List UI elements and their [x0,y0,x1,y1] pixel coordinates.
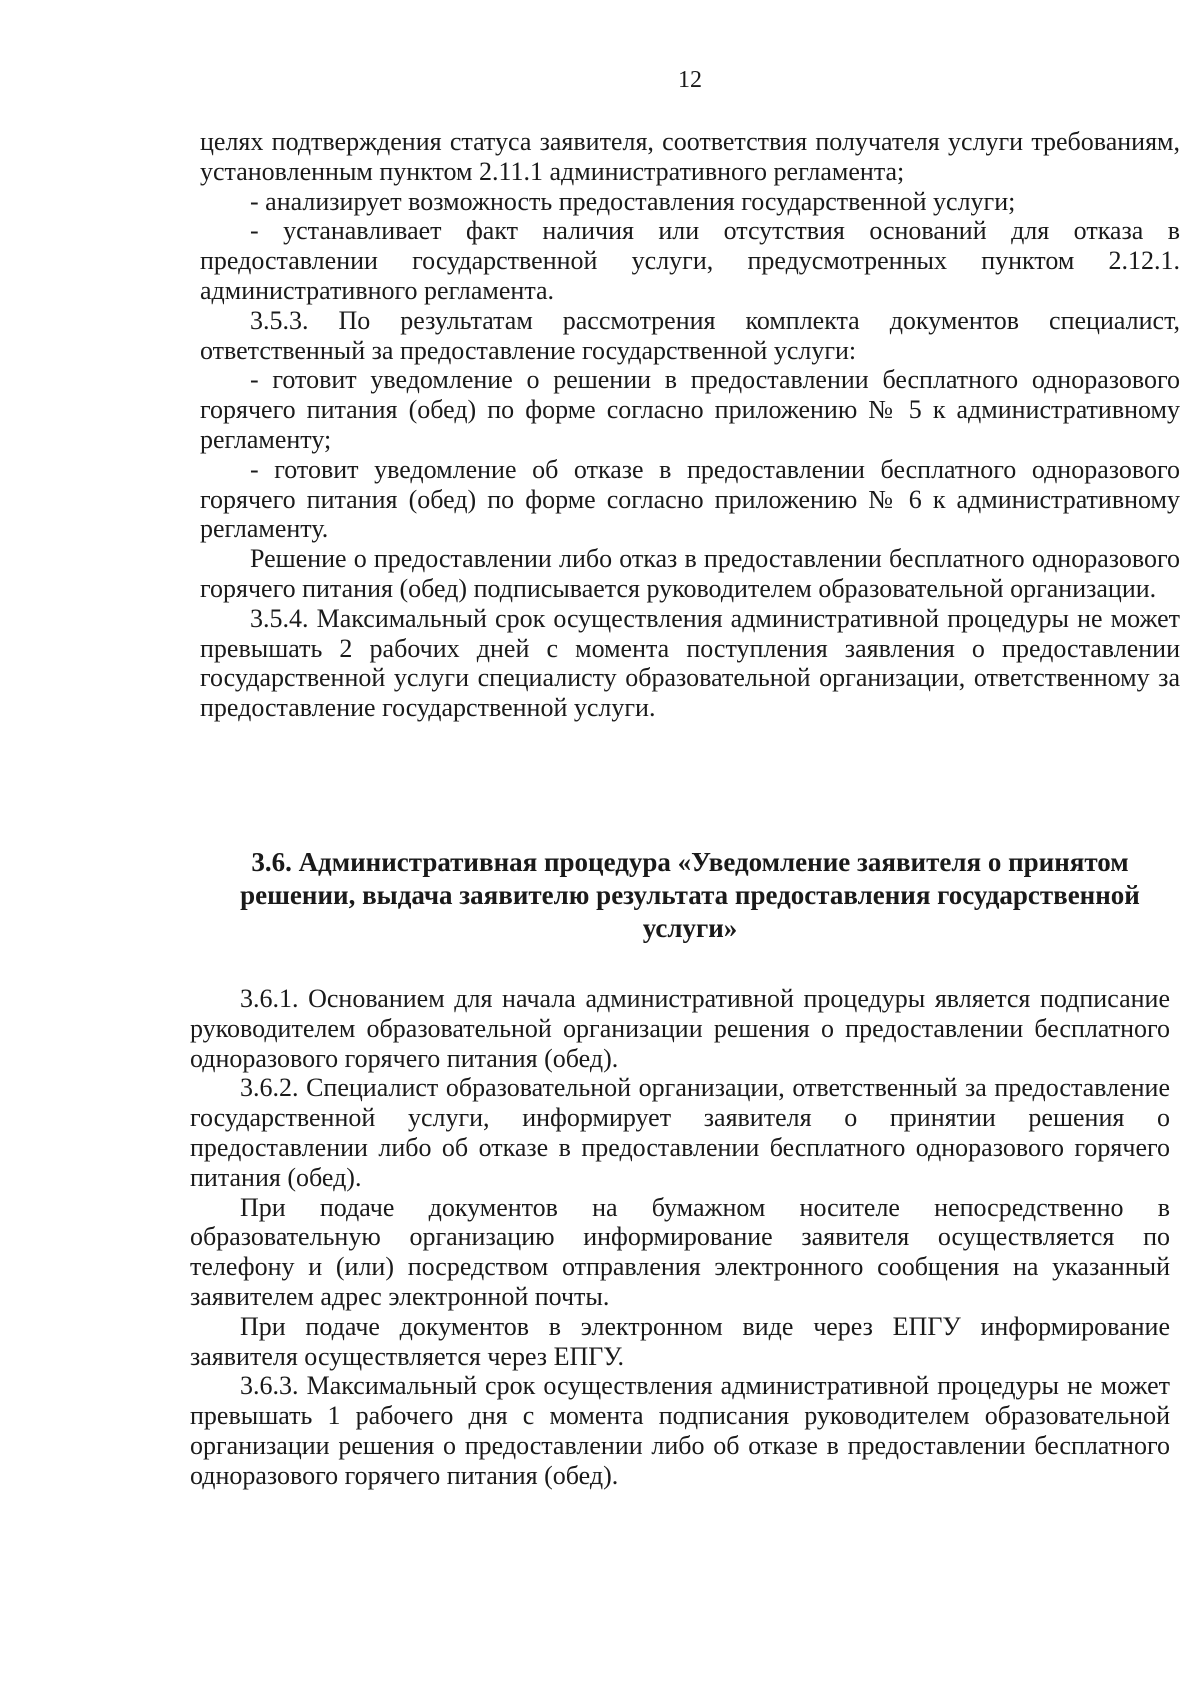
paragraph: 3.6.1. Основанием для начала административной процедуры является подписание руководителем образовательной организации решения о предоставлении бесплатного одноразового горячего питания (обед). [190,984,1170,1073]
paragraph: - готовит уведомление о решении в предоставлении бесплатного одноразового горячего питания (обед) по форме согласно приложению № 5 к административному регламенту; [200,365,1180,454]
paragraph: 3.5.3. По результатам рассмотрения комплекта документов специалист, ответственный за предоставление государственной услуги: [200,305,1180,365]
paragraph: При подаче документов в электронном виде через ЕПГУ информирование заявителя осуществляется через ЕПГУ. [190,1311,1170,1371]
paragraph: - устанавливает факт наличия или отсутствия оснований для отказа в предоставлении государственной услуги, предусмотренных пунктом 2.12.1. административного регламента. [200,216,1180,305]
paragraph: - готовит уведомление об отказе в предоставлении бесплатного одноразового горячего питания (обед) по форме согласно приложению № 6 к административному регламенту. [200,454,1180,544]
paragraph: 3.6.3. Максимальный срок осуществления административной процедуры не может превышать 1 рабочего дня с момента подписания руководителем образовательной организации решения о предоставлении либо об отказе в предоставлении бесплатного одноразового горячего питания (обед). [190,1371,1170,1490]
paragraph: При подаче документов на бумажном носителе непосредственно в образовательную организацию информирование заявителя осуществляется по телефону и (или) посредством отправления электронного сообщения на указанный заявителем адрес электронной почты. [190,1192,1170,1311]
section-heading-3-6: 3.6. Административная процедура «Уведомление заявителя о принятом решении, выдача заявителю результата предоставления государственной услуги» [240,847,1140,943]
text-block-procedure-3-6 [190,984,1170,1491]
paragraph: - анализирует возможность предоставления государственной услуги; [250,186,1016,216]
paragraph: Решение о предоставлении либо отказ в предоставлении бесплатного одноразового горячего питания (обед) подписывается руководителем образовательной организации. [200,544,1180,603]
paragraph: целях подтверждения статуса заявителя, соответствия получателя услуги требованиям, установленным пунктом 2.11.1 административного регламента; [200,127,1180,186]
paragraph: 3.5.4. Максимальный срок осуществления административной процедуры не может превышать 2 рабочих дней с момента поступления заявления о предоставлении государственной услуги специалисту образовательной организации, ответственному за предоставление государственной услуги. [200,603,1180,723]
paragraph: 3.6.2. Специалист образовательной организации, ответственный за предоставление государственной услуги, информирует заявителя о принятии решения о предоставлении либо об отказе в предоставлении бесплатного одноразового горячего питания (обед). [190,1073,1170,1192]
page-number: 12 [678,67,702,93]
text-block-procedure-3-5 [200,127,1180,723]
